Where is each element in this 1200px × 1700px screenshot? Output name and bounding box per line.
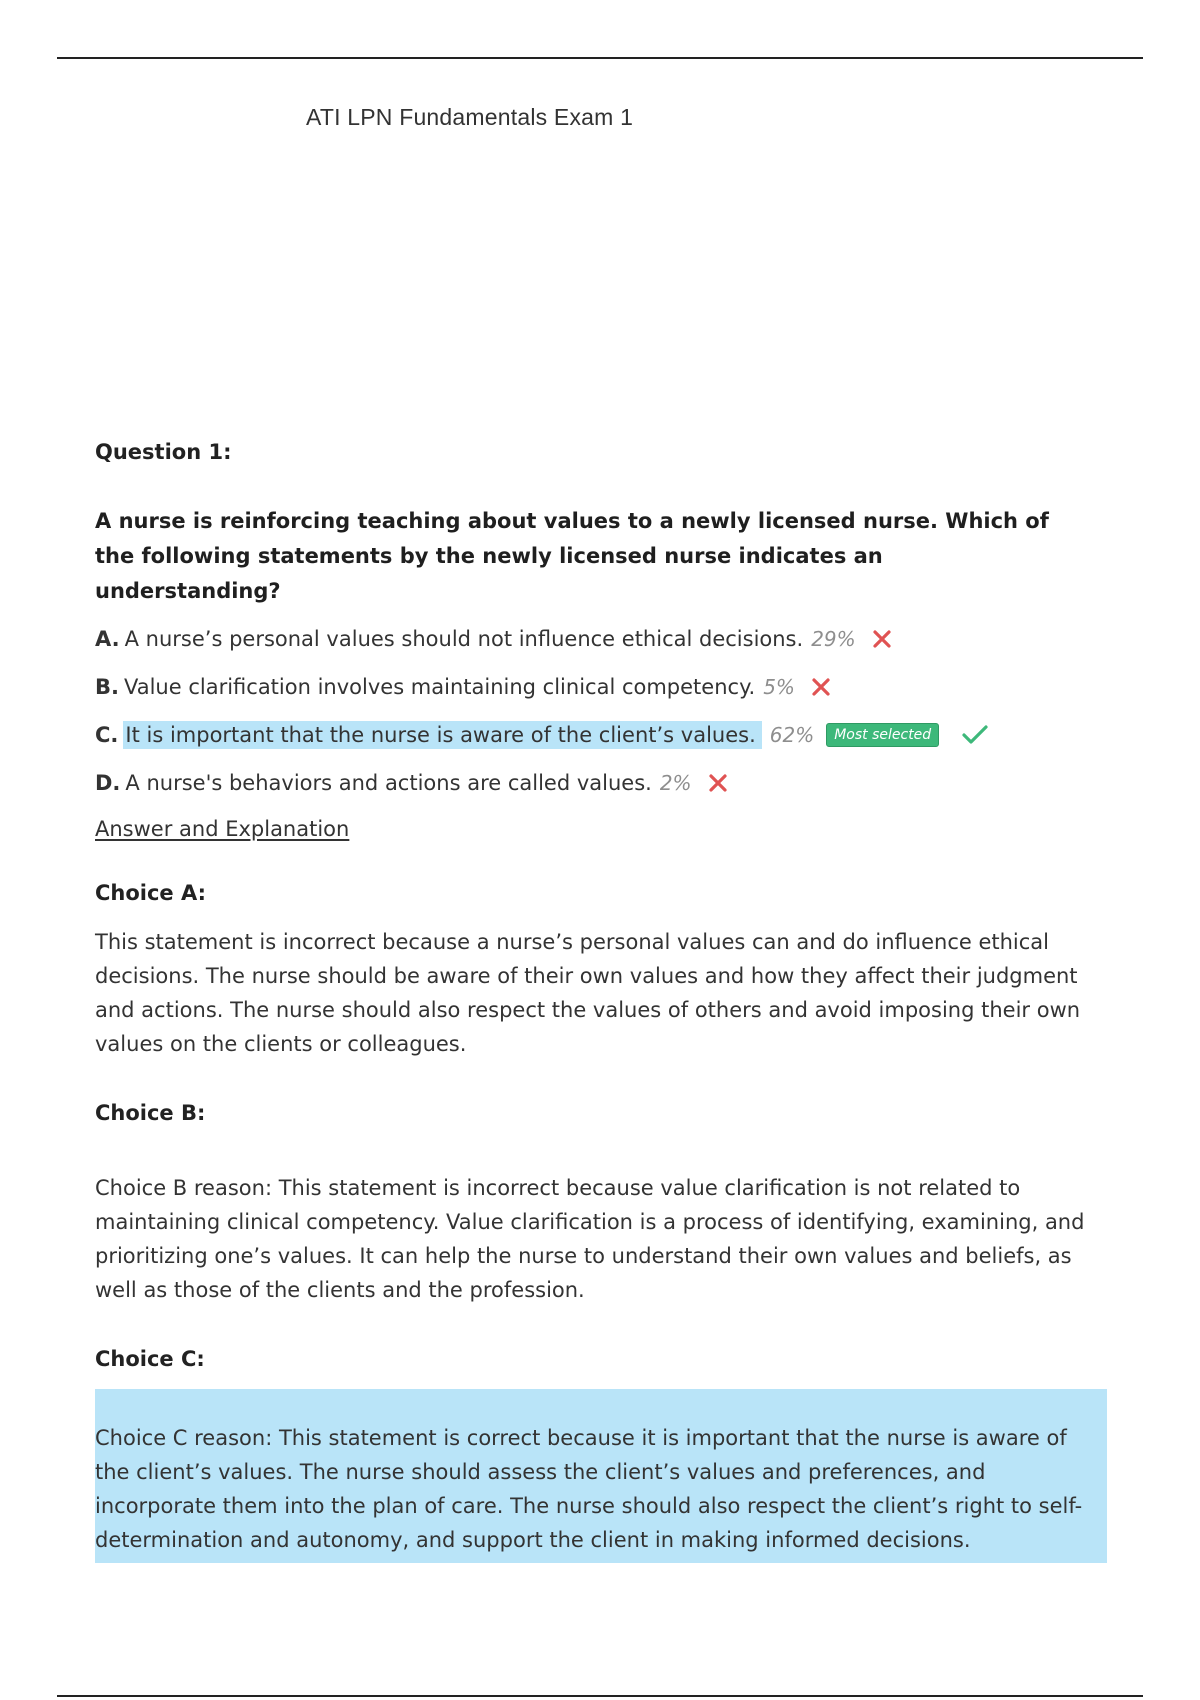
checkmark-icon — [961, 724, 989, 746]
option-a[interactable] — [95, 615, 1110, 663]
option-percent: 2% — [659, 771, 692, 795]
option-percent: 62% — [769, 723, 815, 747]
question-content — [95, 440, 1110, 1563]
document-title: ATI LPN Fundamentals Exam 1 — [306, 104, 634, 130]
answer-options — [95, 615, 1110, 807]
question-stem: A nurse is reinforcing teaching about values to a newly licensed nurse. Which of the following statements by the newly licensed nurse indicates an understanding? — [95, 509, 1049, 603]
choice-c-explanation: Choice C reason: This statement is correct because it is important that the nurse is aware of the client’s values. The nurse should assess the client’s values and preferences, and incorporate them into the plan of care. The nurse should also respect the client’s right to self-determination and autonomy, and support the client in making informed decisions. — [95, 1426, 1083, 1552]
close-icon — [872, 629, 892, 649]
option-text: A nurse’s personal values should not influence ethical decisions. — [124, 627, 804, 651]
top-divider — [57, 57, 1143, 59]
choice-a-explanation: This statement is incorrect because a nurse’s personal values can and do influence ethical decisions. The nurse should be aware of their own values and how they affect their judgment and actions. The nurse should also respect the values of others and avoid imposing their own values on the clients or colleagues. — [95, 930, 1081, 1056]
bottom-divider — [57, 1695, 1143, 1697]
close-icon — [708, 773, 728, 793]
question-label: Question 1: — [95, 440, 232, 464]
option-percent: 29% — [811, 627, 856, 651]
choice-b-heading: Choice B: — [95, 1101, 206, 1125]
option-letter: D. — [95, 771, 121, 795]
option-letter: B. — [95, 675, 119, 699]
option-text: Value clarification involves maintaining clinical competency. — [123, 675, 756, 699]
option-letter: A. — [95, 627, 120, 651]
choice-b-explanation: Choice B reason: This statement is incorrect because value clarification is not related to maintaining clinical competency. Value clarification is a process of identifying, examining, and prioritizing one’s values. It can help the nurse to understand their own values and beliefs, as well as those of the clients and the profession. — [95, 1176, 1085, 1302]
option-letter: C. — [95, 723, 119, 747]
choice-c-heading: Choice C: — [95, 1347, 205, 1371]
choice-c-highlight — [95, 1389, 1107, 1563]
close-icon — [811, 677, 831, 697]
option-b[interactable] — [95, 663, 1110, 711]
choice-a-heading: Choice A: — [95, 881, 207, 905]
option-c[interactable] — [95, 711, 1110, 759]
answer-explanation-link[interactable]: Answer and Explanation — [95, 817, 350, 841]
option-percent: 5% — [763, 675, 795, 699]
most-selected-badge: Most selected — [826, 723, 939, 747]
option-text: It is important that the nurse is aware of the client’s values. — [123, 721, 761, 749]
option-text: A nurse's behaviors and actions are called values. — [125, 771, 652, 795]
option-d[interactable] — [95, 759, 1110, 807]
